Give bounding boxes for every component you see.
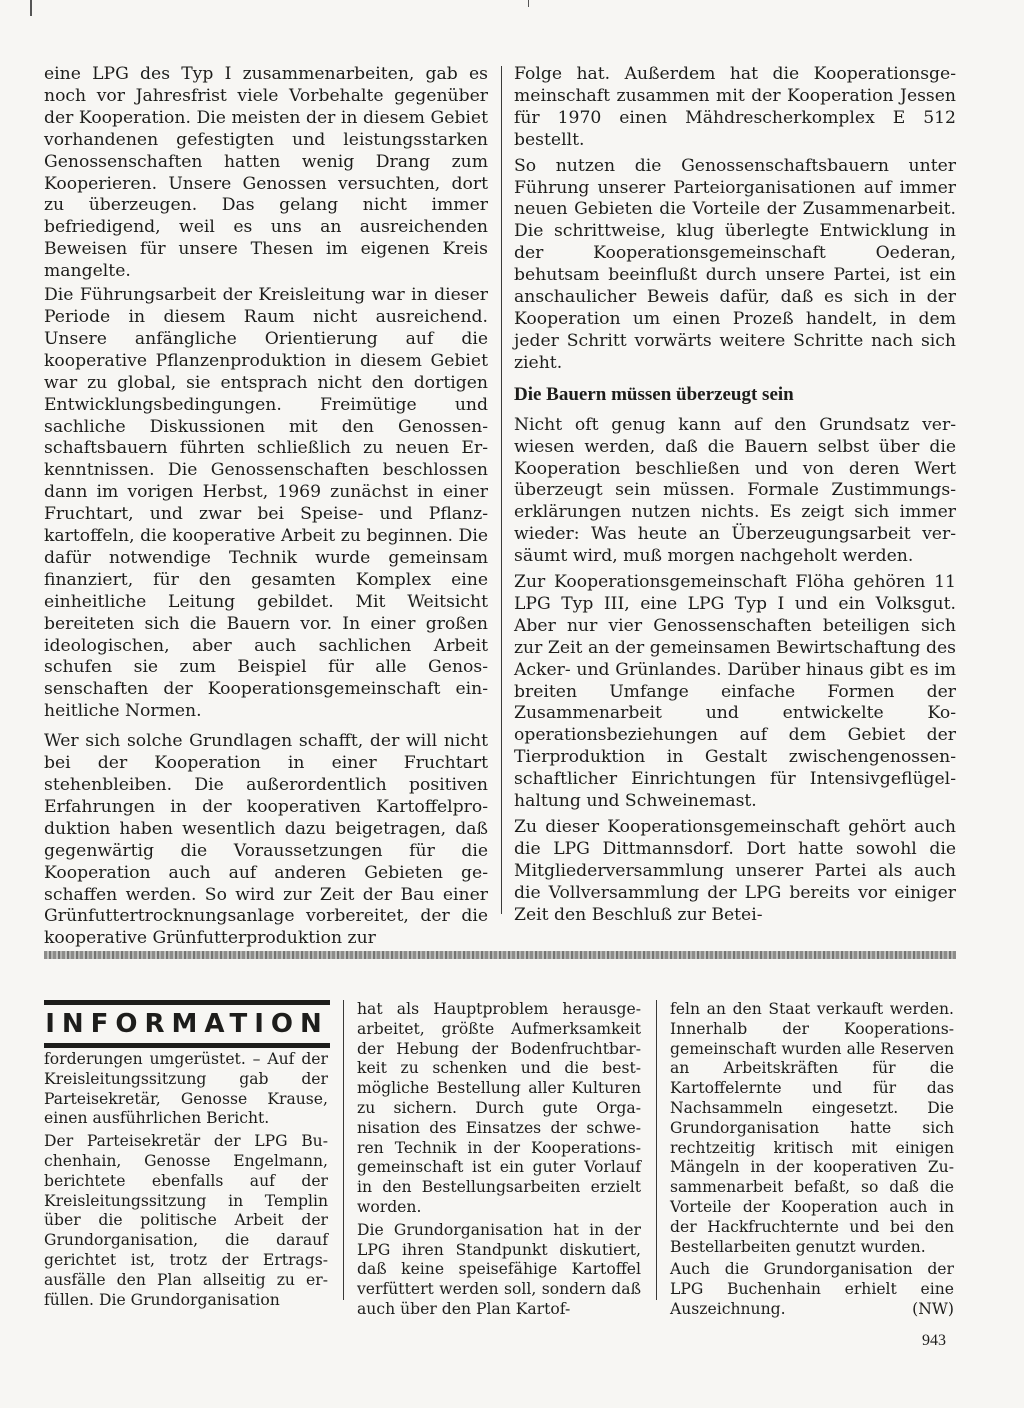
information-paragraph: forderungen umgerüstet. – Auf der Kreisleitungssitzung gab der Parteisekretär, Genosse Krause, einen ausführlichen Bericht. [44,1050,328,1128]
article-paragraph: Zur Kooperationsgemeinschaft Flöha gehören 11 LPG Typ III, eine LPG Typ I und ein Volksgut. Aber nur vier Genossenschaften beteiligen sich zur Zeit an der gemeinsamen Bewirtschaftung des Acker- und Grünlandes. Darüber hinaus gibt es im breiten Umfange einfache Formen der Zusammenarbeit und entwickelte Kooperationsbeziehungen auf dem Gebiet der Tierproduktion in Gestalt zwischengenossenschaftlicher Einrichtungen für Intensivgeflügelhaltung und Schweinemast. [514,572,956,812]
article-paragraph: Folge hat. Außerdem hat die Kooperationsgemeinschaft zusammen mit der Kooperation Jessen für 1970 einen Mähdrescherkomplex E 512 bestellt. [514,64,956,150]
information-column-2 [357,1000,641,1323]
scan-mark [528,0,529,7]
section-heading: Die Bauern müssen überzeugt sein [514,383,794,405]
page-number: 943 [922,1332,946,1349]
column-divider [656,1000,657,1300]
article-paragraph: So nutzen die Genossenschaftsbauern unter Führung unserer Parteiorganisationen auf immer neuen Gebieten die Vorteile der Zusammenarbeit. Die schrittweise, klug überlegte Entwicklung in der Kooperationsgemeinschaft Oederan, behutsam beeinflußt durch unsere Partei, ist ein anschaulicher Beweis dafür, daß es sich in der Kooperation um einen Prozeß handelt, in dem jeder Schritt vorwärts weitere Schritte nach sich zieht. [514,155,956,373]
information-paragraph [670,1260,954,1319]
article-left-column [44,64,488,952]
scan-mark [30,0,32,16]
article-paragraph: Zu dieser Kooperationsgemeinschaft gehört auch die LPG Dittmannsdorf. Dort hatte sowohl die Mitgliederversammlung unserer Partei als auch die Vollversammlung der LPG bereits vor einiger Zeit den Beschluß zur Betei- [514,817,956,925]
information-paragraph: hat als Hauptproblem herausgearbeitet, größte Aufmerksamkeit der Hebung der Bodenfruchtbarkeit zu schenken und die bestmögliche Bestellung aller Kulturen zu sichern. Durch gute Organisation des Einsatzes der schweren Technik in der Kooperationsgemeinschaft ist ein guter Vorlauf in den Bestellungsarbeiten erzielt worden. [357,1000,641,1216]
section-rule [44,951,956,959]
information-column-1 [44,1050,328,1313]
article-paragraph: Die Führungsarbeit der Kreisleitung war in dieser Periode in diesem Raum nicht ausreichend. Unsere anfängliche Orientierung auf die kooperative Pflanzenproduktion in diesem Gebiet war zu global, sie entsprach nicht den dortigen Entwicklungsbedingungen. Freimütige und sachliche Diskussionen mit den Genossenschaftsbauern führten schließlich zu neuen Erkenntnissen. Die Genossenschaften beschlossen dann im vorigen Herbst, 1969 zunächst in einer Fruchtart, und zwar bei Speise- und Pflanzkartoffeln, die kooperative Arbeit zu beginnen. Die dafür notwendige Technik wurde gemeinsam finanziert, für den gesamten Komplex eine einheitliche Leitung gebildet. Mit Weitsicht bereiteten sich die Bauern vor. In einer großen ideologischen, aber auch sachlichen Arbeit schufen sie zum Beispiel für alle Genossenschaften der Kooperationsgemeinschaft einheitliche Normen. [44,285,488,722]
information-paragraph: Der Parteisekretär der LPG Buchenhain, Genosse Engelmann, berichtete ebenfalls auf der Kreisleitungssitzung in Templin über die politische Arbeit der Grundorganisation, die darauf gerichtet ist, trotz der Ertragsausfälle den Plan allseitig zu erfüllen. Die Grundorganisation [44,1132,328,1309]
information-column-3 [670,1000,954,1323]
information-paragraph: feln an den Staat verkauft werden. Innerhalb der Kooperationsgemeinschaft wurden alle Reserven an Arbeitskräften für die Kartoffelernte und für das Nachsammeln eingesetzt. Die Grundorganisation hatte sich rechtzeitig kritisch mit einigen Mängeln in der kooperativen Zusammenarbeit befaßt, so daß die Vorteile der Kooperation auch in der Hackfruchternte und bei den Bestellarbeiten genutzt wurden. [670,1000,954,1256]
author-signature: (NW) [912,1299,954,1318]
column-divider [343,1000,344,1300]
article-paragraph: Nicht oft genug kann auf den Grundsatz verwiesen werden, daß die Bauern selbst über die Kooperation beschließen und von deren Wert überzeugt sein müssen. Formale Zustimmungserklärungen nutzen nichts. Es zeigt sich immer wieder: Was heute an Überzeugungsarbeit versäumt wird, muß morgen nachgeholt werden. [514,414,956,567]
article-right-column [514,64,956,929]
column-divider [501,66,502,914]
article-paragraph: eine LPG des Typ I zusammenarbeiten, gab es noch vor Jahresfrist viele Vorbehalte gegenüber der Kooperation. Die meisten der in diesem Gebiet vorhandenen gefestigten und leistungsstarken Genossenschaften hatten wenig Drang zum Kooperieren. Unsere Genossen versuchten, dort zu überzeugen. Das gelang nicht immer befriedigend, weil es uns an ausreichenden Beweisen für unsere Thesen im eigenen Kreis mangelte. [44,64,488,282]
article-paragraph: Wer sich solche Grundlagen schafft, der will nicht bei der Kooperation in einer Fruchtart stehenbleiben. Die außerordentlich positiven Erfahrungen in der kooperativen Kartoffelproduktion haben wesentlich dazu beigetragen, daß gegenwärtig die Voraussetzungen für die Kooperation auch auf anderen Gebieten geschaffen werden. So wird zur Zeit der Bau einer Grünfuttertrocknungsanlage vorbereitet, der die kooperative Grünfutterproduktion zur [44,731,488,949]
information-title: INFORMATION [44,1000,330,1048]
information-paragraph: Die Grundorganisation hat in der LPG ihren Standpunkt diskutiert, daß keine speisefähige Kartoffel verfüttert werden soll, sondern daß auch über den Plan Kartof- [357,1220,641,1318]
information-text: Auch die Grundorganisation der LPG Buchenhain erhielt eine Auszeichnung. [670,1260,954,1318]
